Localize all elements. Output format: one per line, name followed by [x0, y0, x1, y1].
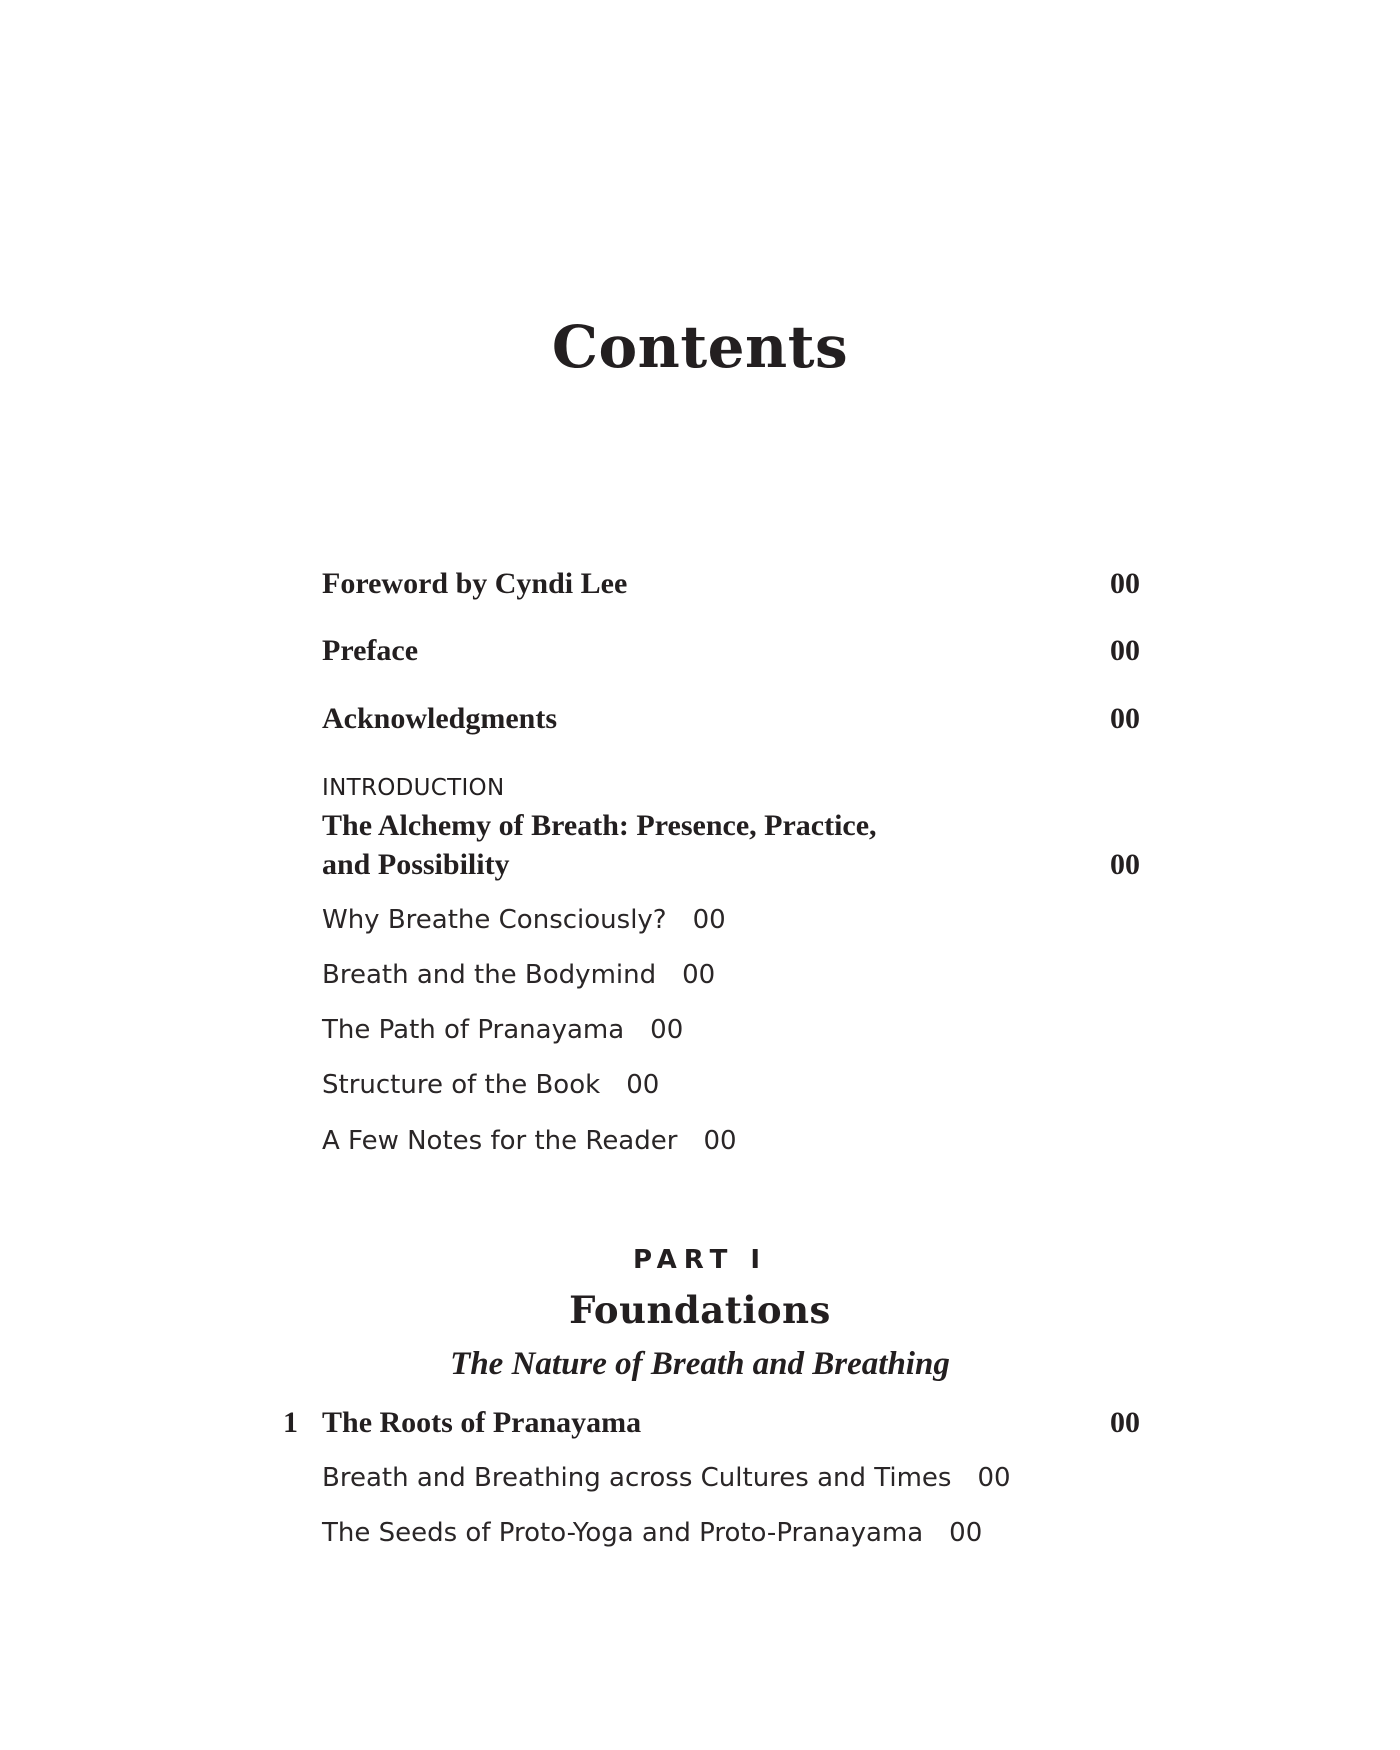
- toc-section-label: Breath and the Bodymind: [322, 960, 657, 990]
- introduction-kicker: INTRODUCTION: [322, 775, 505, 801]
- toc-section-structure[interactable]: [322, 1068, 659, 1102]
- chapter-title: The Roots of Pranayama: [322, 1406, 642, 1439]
- toc-section-page: 00: [977, 1463, 1011, 1493]
- toc-section-page: 00: [650, 1015, 684, 1045]
- toc-section-seeds-proto-yoga[interactable]: [322, 1516, 982, 1550]
- toc-entry-foreword[interactable]: [322, 564, 1140, 603]
- toc-section-why-breathe[interactable]: [322, 903, 726, 937]
- toc-section-path-of-pranayama[interactable]: [322, 1013, 683, 1047]
- toc-section-label: Why Breathe Consciously?: [322, 905, 667, 935]
- introduction-title-line2: and Possibility: [322, 848, 510, 881]
- toc-section-label: Structure of the Book: [322, 1070, 601, 1100]
- toc-entry-label: Foreword by Cyndi Lee: [322, 567, 628, 600]
- part-label: PART I: [632, 1245, 768, 1275]
- toc-entry-page: 00: [1110, 702, 1140, 735]
- page-title: Contents: [551, 313, 849, 381]
- toc-section-label: The Seeds of Proto-Yoga and Proto-Pranayama: [322, 1518, 924, 1548]
- toc-entry-label: Acknowledgments: [322, 702, 558, 735]
- toc-section-cultures-and-times[interactable]: [322, 1461, 1011, 1495]
- toc-section-page: 00: [949, 1518, 983, 1548]
- toc-entry-preface[interactable]: [322, 631, 1140, 670]
- toc-entry-introduction-line1[interactable]: [322, 806, 1140, 845]
- toc-entry-acknowledgments[interactable]: [322, 699, 1140, 738]
- toc-entry-page: 00: [1110, 1406, 1140, 1439]
- part-title: Foundations: [569, 1288, 831, 1332]
- toc-entry-introduction-line2[interactable]: [322, 845, 1140, 884]
- introduction-title-line1: The Alchemy of Breath: Presence, Practice,: [322, 809, 877, 842]
- toc-entry-label: Preface: [322, 634, 419, 667]
- toc-section-label: Breath and Breathing across Cultures and Times: [322, 1463, 952, 1493]
- toc-section-page: 00: [703, 1126, 737, 1156]
- chapter-number: 1: [283, 1406, 298, 1439]
- toc-entry-page: 00: [1110, 634, 1140, 667]
- toc-section-page: 00: [626, 1070, 660, 1100]
- toc-section-notes-for-reader[interactable]: [322, 1124, 737, 1158]
- toc-entry-page: 00: [1110, 567, 1140, 600]
- part-subtitle: The Nature of Breath and Breathing: [450, 1346, 950, 1382]
- toc-section-page: 00: [692, 905, 726, 935]
- toc-section-label: A Few Notes for the Reader: [322, 1126, 678, 1156]
- toc-entry-page: 00: [1110, 848, 1140, 881]
- toc-entry-chapter-1[interactable]: [322, 1403, 1140, 1442]
- toc-section-page: 00: [682, 960, 716, 990]
- toc-section-label: The Path of Pranayama: [322, 1015, 625, 1045]
- toc-section-bodymind[interactable]: [322, 958, 715, 992]
